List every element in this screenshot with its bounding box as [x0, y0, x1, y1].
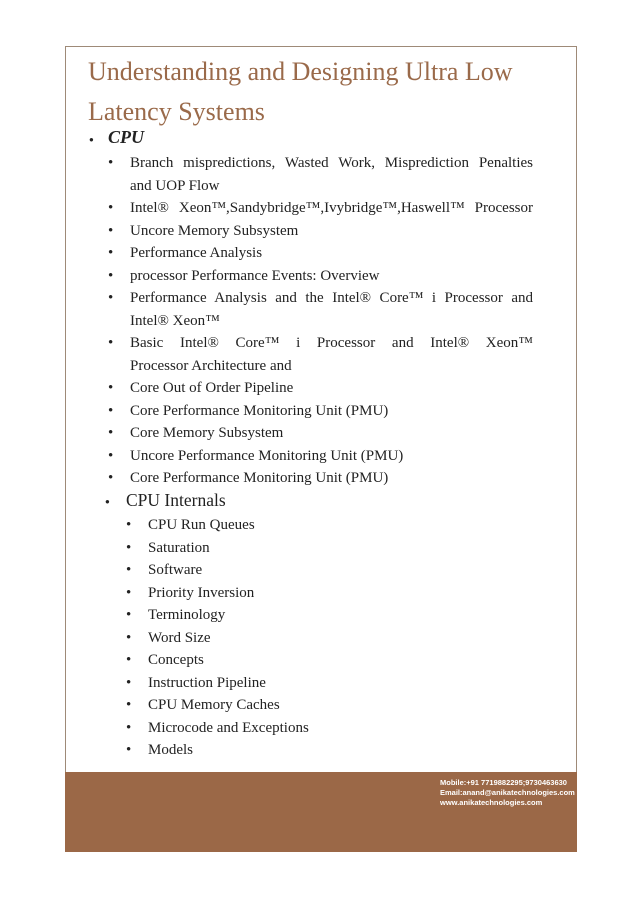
list-item-text: CPU Memory Caches: [148, 697, 280, 713]
list-item: [108, 377, 533, 400]
list-item-text: and UOP Flow: [130, 177, 220, 194]
contact-website: www.anikatechnologies.com: [440, 798, 543, 807]
list-item-text: Instruction Pipeline: [148, 674, 266, 691]
list-item: [126, 559, 526, 582]
list-item: [108, 445, 533, 468]
section-heading-cpu: CPU: [108, 127, 144, 147]
bullet-icon: •: [126, 629, 132, 646]
contact-mobile: Mobile:+91 7719882295;9730463630: [440, 778, 567, 787]
list-item: [108, 152, 533, 197]
bullet-icon: •: [108, 425, 114, 441]
list-item-text: Core Performance Monitoring Unit (PMU): [130, 402, 389, 419]
bullet-icon: •: [108, 245, 114, 261]
contact-email: Email:anand@anikatechnologies.com: [440, 788, 575, 797]
section-heading-cpu-internals: CPU Internals: [126, 490, 226, 510]
bullet-icon: •: [108, 200, 114, 216]
list-item-text: Performance Analysis: [130, 245, 263, 261]
list-item-text: Processor Architecture and: [130, 357, 292, 374]
list-item-text: Software: [148, 562, 203, 578]
list-item: [108, 242, 533, 265]
list-item: [126, 604, 526, 627]
list-item-text: Microcode and Exceptions: [148, 719, 309, 736]
bullet-icon: •: [108, 380, 114, 396]
list-item-text: Terminology: [148, 607, 226, 623]
list-item: [126, 627, 526, 650]
bullet-icon: •: [108, 447, 114, 464]
list-item-text: Uncore Performance Monitoring Unit (PMU): [130, 447, 404, 464]
list-item: [126, 717, 526, 740]
list-item-text: Saturation: [148, 539, 210, 556]
page-title: Understanding and Designing Ultra Low Latency Systems: [88, 57, 513, 126]
list-item: [108, 287, 533, 332]
bullet-icon: •: [126, 742, 132, 758]
list-item: [126, 537, 526, 560]
list-item-text: Core Performance Monitoring Unit (PMU): [130, 470, 389, 486]
bullet-icon: •: [126, 697, 132, 713]
list-item: [108, 197, 533, 220]
list-item: [126, 694, 526, 717]
list-item-text: Word Size: [148, 629, 211, 646]
section-bullet-icon: ●: [105, 497, 110, 506]
cpu-topic-list: [108, 152, 533, 490]
bullet-icon: •: [108, 402, 114, 419]
bullet-icon: •: [108, 290, 114, 306]
bullet-icon: •: [108, 222, 114, 239]
list-item-text: Branch mispredictions, Wasted Work, Misprediction Penalties: [130, 155, 533, 171]
cpu-internals-list: [126, 514, 526, 762]
list-item: [126, 739, 526, 762]
list-item-text: processor Performance Events: Overview: [130, 267, 380, 284]
bullet-icon: •: [126, 674, 132, 691]
list-item: [108, 467, 533, 490]
list-item: [126, 514, 526, 537]
list-item: [108, 220, 533, 243]
list-item-text: Performance Analysis and the Intel® Core™ i Processor and: [130, 290, 533, 306]
bullet-icon: •: [126, 652, 132, 668]
list-item-text: Core Memory Subsystem: [130, 425, 284, 441]
bullet-icon: •: [126, 719, 132, 736]
list-item-text: Core Out of Order Pipeline: [130, 380, 294, 396]
list-item: [126, 672, 526, 695]
list-item: [108, 400, 533, 423]
list-item-text: Basic Intel® Core™ i Processor and Intel® Xeon™: [130, 335, 533, 351]
list-item: [108, 332, 533, 377]
bullet-icon: •: [108, 267, 114, 284]
list-item: [126, 649, 526, 672]
bullet-icon: •: [126, 517, 132, 533]
bullet-icon: •: [108, 470, 114, 486]
list-item-text: Concepts: [148, 652, 204, 668]
list-item-text: Intel® Xeon™,Sandybridge™,Ivybridge™,Haswell™ Processor: [130, 200, 533, 216]
list-item: [108, 265, 533, 288]
contact-block: [440, 778, 580, 808]
bullet-icon: •: [126, 562, 132, 578]
bullet-icon: •: [108, 335, 114, 351]
list-item: [108, 422, 533, 445]
bullet-icon: •: [108, 155, 114, 171]
list-item-text: Models: [148, 742, 193, 758]
bullet-icon: •: [126, 607, 132, 623]
list-item-text: Intel® Xeon™: [130, 312, 220, 329]
list-item-text: Priority Inversion: [148, 584, 255, 601]
bullet-icon: •: [126, 584, 132, 601]
section-bullet-icon: ●: [89, 135, 94, 144]
list-item-text: Uncore Memory Subsystem: [130, 222, 299, 239]
bullet-icon: •: [126, 539, 132, 556]
list-item: [126, 582, 526, 605]
list-item-text: CPU Run Queues: [148, 517, 255, 533]
